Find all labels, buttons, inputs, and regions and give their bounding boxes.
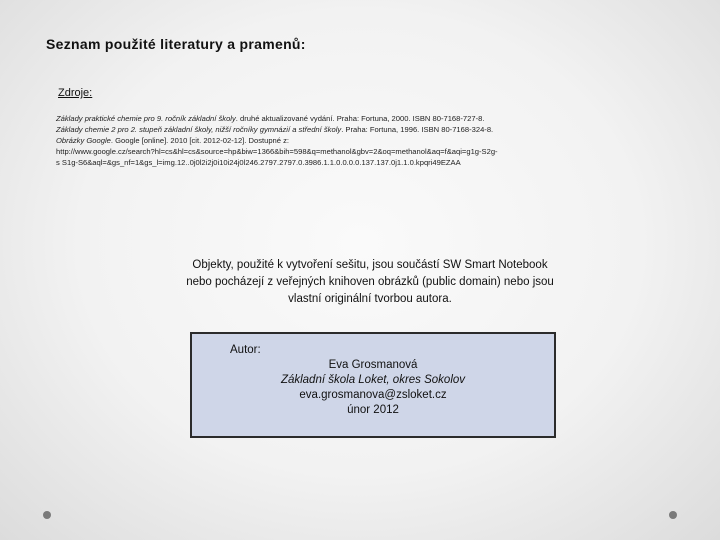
reference-item (56, 135, 676, 146)
reference-details: . Google [online]. 2010 [cit. 2012-02-12]. Dostupné z: (110, 136, 290, 145)
author-label: Autor: (230, 344, 261, 356)
bullet-dot-icon (43, 511, 51, 519)
author-school: Základní škola Loket, okres Sokolov (280, 374, 466, 386)
notice-line: nebo pocházejí z veřejných knihoven obrázků (public domain) nebo jsou (186, 276, 554, 288)
reference-list (56, 113, 676, 168)
objects-notice (160, 257, 580, 308)
notice-line: vlastní originální tvorbou autora. (288, 293, 452, 305)
reference-title: Obrázky Google (56, 136, 111, 145)
reference-item (56, 124, 676, 135)
bullet-dot-icon (669, 511, 677, 519)
author-name: Eva Grosmanová (328, 359, 418, 371)
reference-details: . druhé aktualizované vydání. Praha: Fortuna, 2000. ISBN 80-7168-727-8. (235, 114, 485, 123)
reference-title: Základy praktické chemie pro 9. ročník základní školy (56, 114, 236, 123)
author-box (190, 332, 556, 438)
reference-details: . Praha: Fortuna, 1996. ISBN 80-7168-324-8. (341, 125, 494, 134)
reference-title: Základy chemie 2 pro 2. stupeň základní školy, nižší ročníky gymnázií a střední školy (56, 125, 342, 134)
page-title: Seznam použité literatury a pramenů: (46, 36, 306, 52)
author-details (192, 358, 554, 418)
sources-heading: Zdroje: (58, 87, 93, 99)
author-email: eva.grosmanova@zsloket.cz (299, 389, 447, 401)
reference-item (56, 113, 676, 124)
notice-line: Objekty, použité k vytvoření sešitu, jsou součástí SW Smart Notebook (192, 259, 548, 271)
author-date: únor 2012 (347, 404, 399, 416)
reference-url-line: http://www.google.cz/search?hl=cs&hl=cs&source=hp&biw=1366&bih=598&q=methanol&gbv=2&oq=methanol&aq=f&aqi=g1g-S2g- (56, 147, 498, 156)
reference-url-line: s S1g-S6&aql=&gs_nf=1&gs_l=img.12..0j0l2i2j0i10i24j0l246.2797.2797.0.3986.1.1.0.0.0.0.137.137.0j1.1.0.kpqri49EZAA (56, 158, 461, 167)
